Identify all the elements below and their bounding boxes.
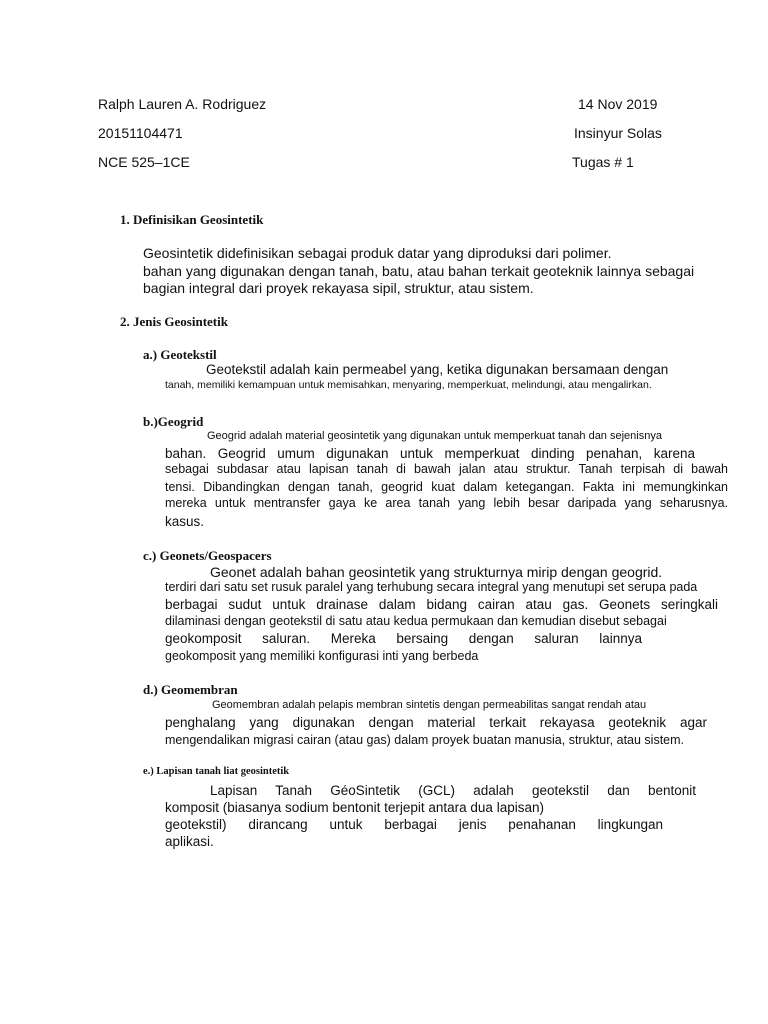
- geonets-line: terdiri dari satu set rusuk paralel yang terhubung secara integral yang menutupi set serupa pada: [165, 580, 698, 594]
- geogrid-heading: b.)Geogrid: [143, 414, 204, 429]
- geonets-line: Geonet adalah bahan geosintetik yang strukturnya mirip dengan geogrid.: [210, 564, 663, 580]
- geonets-line: berbagai sudut untuk drainase dalam bidang cairan atau gas. Geonets seringkali: [165, 597, 718, 612]
- section-1-line: bahan yang digunakan dengan tanah, batu, atau bahan terkait geoteknik lainnya sebagai: [143, 263, 695, 279]
- geomembran-heading: d.) Geomembran: [143, 682, 238, 697]
- student-id: 20151104471: [98, 125, 183, 141]
- gcl-line: komposit (biasanya sodium bentonit terjepit antara dua lapisan): [165, 800, 544, 815]
- gcl-line: aplikasi.: [165, 834, 214, 849]
- gcl-heading: e.) Lapisan tanah liat geosintetik: [143, 766, 290, 777]
- section-1-heading: 1. Definisikan Geosintetik: [120, 212, 264, 227]
- geogrid-line: tensi. Dibandingkan dengan tanah, geogrid kuat dalam ketegangan. Fakta ini memungkinkan: [165, 480, 728, 494]
- gcl-line: geotekstil) dirancang untuk berbagai jenis penahanan lingkungan: [165, 817, 663, 832]
- date: 14 Nov 2019: [578, 96, 658, 112]
- author-name: Ralph Lauren A. Rodriguez: [98, 96, 267, 112]
- geomembran-line: mengendalikan migrasi cairan (atau gas) dalam proyek buatan manusia, struktur, atau sistem.: [165, 733, 685, 747]
- geonets-line: dilaminasi dengan geotekstil di satu atau kedua permukaan dan kemudian disebut sebagai: [165, 614, 667, 628]
- geomembran-line: Geomembran adalah pelapis membran sintetis dengan permeabilitas sangat rendah atau: [212, 699, 647, 711]
- geonets-line: geokomposit saluran. Mereka bersaing dengan saluran lainnya: [165, 631, 642, 646]
- course-code: NCE 525–1CE: [98, 154, 190, 170]
- gcl-line: Lapisan Tanah GéoSintetik (GCL) adalah geotekstil dan bentonit: [210, 783, 696, 798]
- geogrid-line: sebagai subdasar atau lapisan tanah di bawah jalan atau struktur. Tanah terpisah di bawah: [165, 462, 728, 476]
- section-2-heading: 2. Jenis Geosintetik: [120, 314, 228, 329]
- instructor: Insinyur Solas: [574, 125, 662, 141]
- section-1-line: Geosintetik didefinisikan sebagai produk datar yang diproduksi dari polimer.: [143, 245, 612, 261]
- assignment-title: Tugas # 1: [572, 154, 634, 170]
- geonets-heading: c.) Geonets/Geospacers: [143, 548, 272, 563]
- geogrid-line: mereka untuk mentransfer gaya ke area tanah yang lebih besar daripada yang seharusnya.: [165, 496, 728, 510]
- geonets-line: geokomposit yang memiliki konfigurasi inti yang berbeda: [165, 649, 479, 663]
- geotekstil-line: Geotekstil adalah kain permeabel yang, ketika digunakan bersamaan dengan: [206, 362, 669, 377]
- geogrid-line: Geogrid adalah material geosintetik yang digunakan untuk memperkuat tanah dan sejenisnya: [207, 430, 662, 442]
- geotekstil-heading: a.) Geotekstil: [143, 347, 217, 362]
- section-1-line: bagian integral dari proyek rekayasa sipil, struktur, atau sistem.: [143, 280, 534, 296]
- geomembran-line: penghalang yang digunakan dengan material terkait rekayasa geoteknik agar: [165, 715, 707, 730]
- geogrid-line: bahan. Geogrid umum digunakan untuk memperkuat dinding penahan, karena: [165, 446, 695, 461]
- geotekstil-line: tanah, memiliki kemampuan untuk memisahkan, menyaring, memperkuat, melindungi, atau mengalirkan.: [165, 379, 652, 391]
- geogrid-line: kasus.: [165, 514, 205, 529]
